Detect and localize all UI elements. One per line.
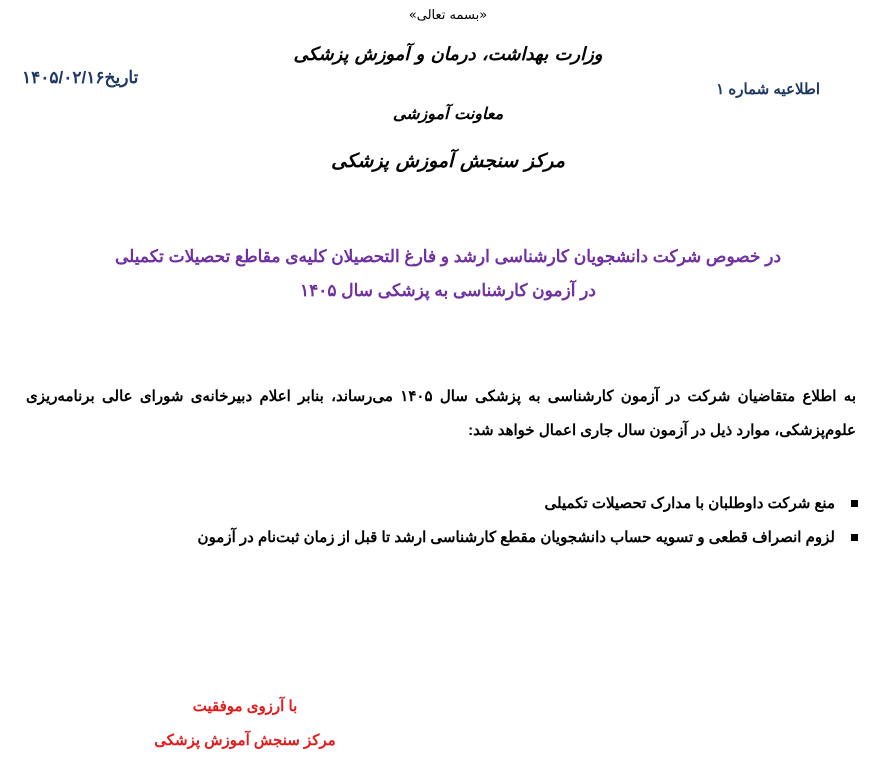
title-line-2: در آزمون کارشناسی به پزشکی سال ۱۴۰۵ bbox=[300, 281, 596, 300]
signoff-wish: با آرزوی موفقیت bbox=[192, 698, 298, 715]
notice-number: اطلاعیه شماره ۱ bbox=[716, 81, 820, 98]
ministry-name: وزارت بهداشت، درمان و آموزش پزشکی bbox=[293, 44, 603, 65]
center-name: مرکز سنجش آموزش پزشکی bbox=[331, 150, 565, 172]
list-item-text: لزوم انصراف قطعی و تسویه حساب دانشجویان مقطع کارشناسی ارشد تا قبل از زمان ثبت‌نام در آزمون bbox=[197, 529, 835, 546]
square-bullet-icon bbox=[851, 500, 858, 507]
body-paragraph: به اطلاع متقاضیان شرکت در آزمون کارشناسی به پزشکی سال ۱۴۰۵ می‌رساند، بنابر اعلام دبیرخانه‌ی شورای عالی برنامه‌ریزی علوم‌پزشکی، موارد ذیل در آزمون سال جاری اعمال خواهد شد: bbox=[26, 388, 856, 439]
title-line-1: در خصوص شرکت دانشجویان کارشناسی ارشد و فارغ التحصیلان کلیه‌ی مقاطع تحصیلات تکمیلی bbox=[114, 247, 782, 266]
invocation-text: «بسمه تعالی» bbox=[408, 8, 488, 23]
bullet-list bbox=[18, 486, 858, 554]
signoff-signature: مرکز سنجش آموزش پزشکی bbox=[154, 732, 336, 749]
deputy-name: معاونت آموزشی bbox=[392, 104, 504, 123]
signoff bbox=[130, 690, 360, 758]
list-item-text: منع شرکت داوطلبان با مدارک تحصیلات تکمیلی bbox=[544, 495, 835, 512]
notice-date: تاریخ۱۴۰۵/۰۲/۱۶ bbox=[22, 68, 139, 87]
notice-title bbox=[0, 240, 896, 308]
list-item bbox=[18, 486, 858, 520]
list-item bbox=[18, 520, 858, 554]
square-bullet-icon bbox=[851, 534, 858, 541]
